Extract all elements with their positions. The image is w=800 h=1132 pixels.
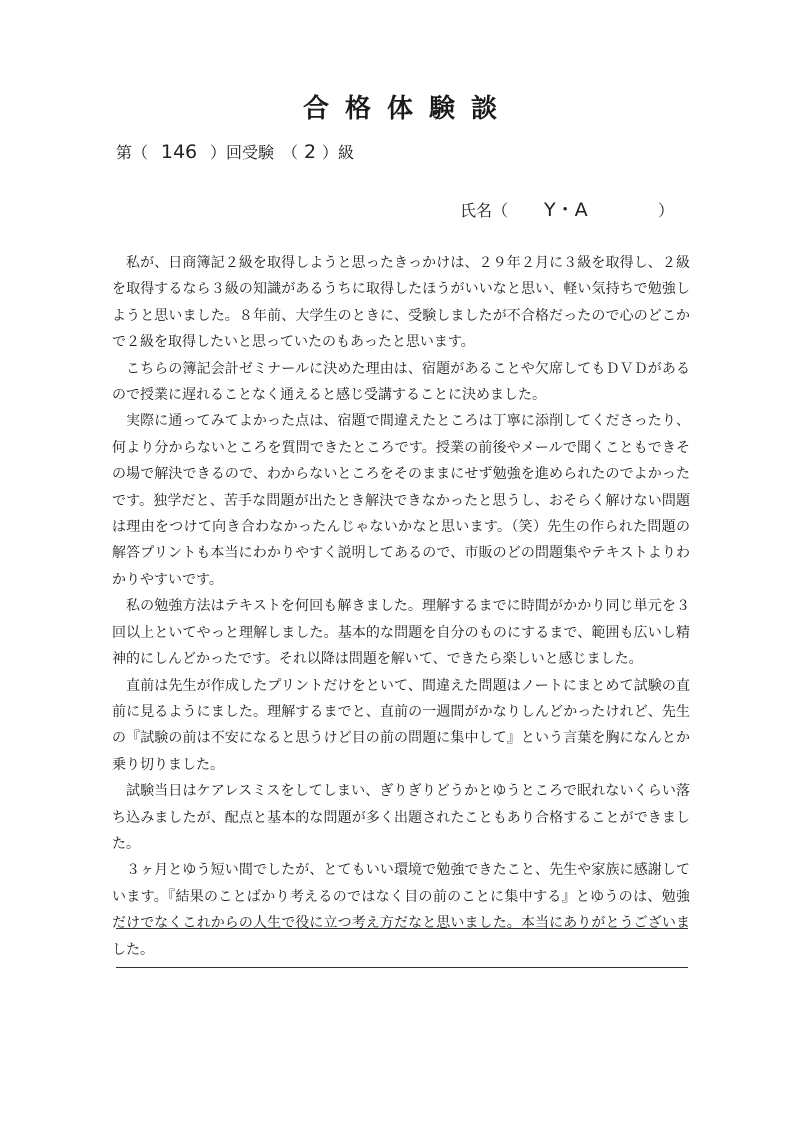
paragraph: 実際に通ってみてよかった点は、宿題で間違えたところは丁寧に添削してくださったり、何より分からないところを質問できたところです。授業の前後やメールで聞くこともできその場で解決できるので、わからないところをそのままにせず勉強を進められたのでよかったです。独学だと、苦手な問題が出たとき解決できなかったと思うし、おそらく解けない問題は理由をつけて向き合わなかったんじゃないかなと思います。（笑）先生の作られた問題の解答プリントも本当にわかりやすく説明してあるので、市販のどの問題集やテキストよりわかりやすいです。 [112,413,690,588]
page-title: 合格体験談 [302,94,513,124]
exam-middle: ）回受験 （ [210,143,299,162]
blank-writing-line [116,967,688,968]
testimonial-body [112,250,690,963]
exam-session-line [116,140,354,163]
paragraph: 直前は先生が作成したプリントだけをといて、間違えた問題はノートにまとめて試験の直前に見るようにました。理解するまでと、直前の一週間がかなりしんどかったけれど、先生の『試験の前は不安になると思うけど目の前の問題に集中して』という言葉を胸になんとか乗り切りました。 [112,677,690,773]
blank-writing-line [116,928,688,929]
exam-prefix: 第（ [116,143,149,162]
exam-suffix: ）級 [322,143,355,162]
name-value-handwritten: Y・A [544,199,588,221]
paragraph: 私の勉強方法はテキストを何回も解きました。理解するまでに時間がかかり同じ単元を３回以上といてやっと理解しました。基本的な問題を自分のものにするまで、範囲も広いし精神的にしんどかったです。それ以降は問題を解いて、できたら楽しいと感じました。 [112,598,690,668]
grade-handwritten: 2 [303,141,317,163]
paragraph: ３ヶ月とゆう短い間でしたが、とてもいい環境で勉強できたこと、先生や家族に感謝しています。『結果のことばかり考えるのではなく目の前のことに集中する』とゆうのは、勉強だけでなくこれからの人生で役に立つ考え方だなと思いました。本当にありがとうございました。 [112,862,690,958]
name-field [460,195,674,222]
session-number-handwritten: 146 [160,141,198,163]
paragraph: こちらの簿記会計ゼミナールに決めた理由は、宿題があることや欠席してもＤＶＤがあるので授業に遅れることなく通えると感じ受講することに決めました。 [112,360,690,404]
name-label: 氏名（ [460,201,509,220]
name-close: ） [658,201,675,220]
paragraph: 試験当日はケアレスミスをしてしまい、ぎりぎりどうかとゆうところで眠れないくらい落ち込みましたが、配点と基本的な問題が多く出題されたこともあり合格することができました。 [112,783,690,852]
paragraph: 私が、日商簿記２級を取得しようと思ったきっかけは、２９年２月に３級を取得し、２級を取得するなら３級の知識があるうちに取得したほうがいいなと思い、軽い気持ちで勉強しようと思いました。８年前、大学生のときに、受験しましたが不合格だったので心のどこかで２級を取得したいと思っていたのもあったと思います。 [112,255,690,351]
